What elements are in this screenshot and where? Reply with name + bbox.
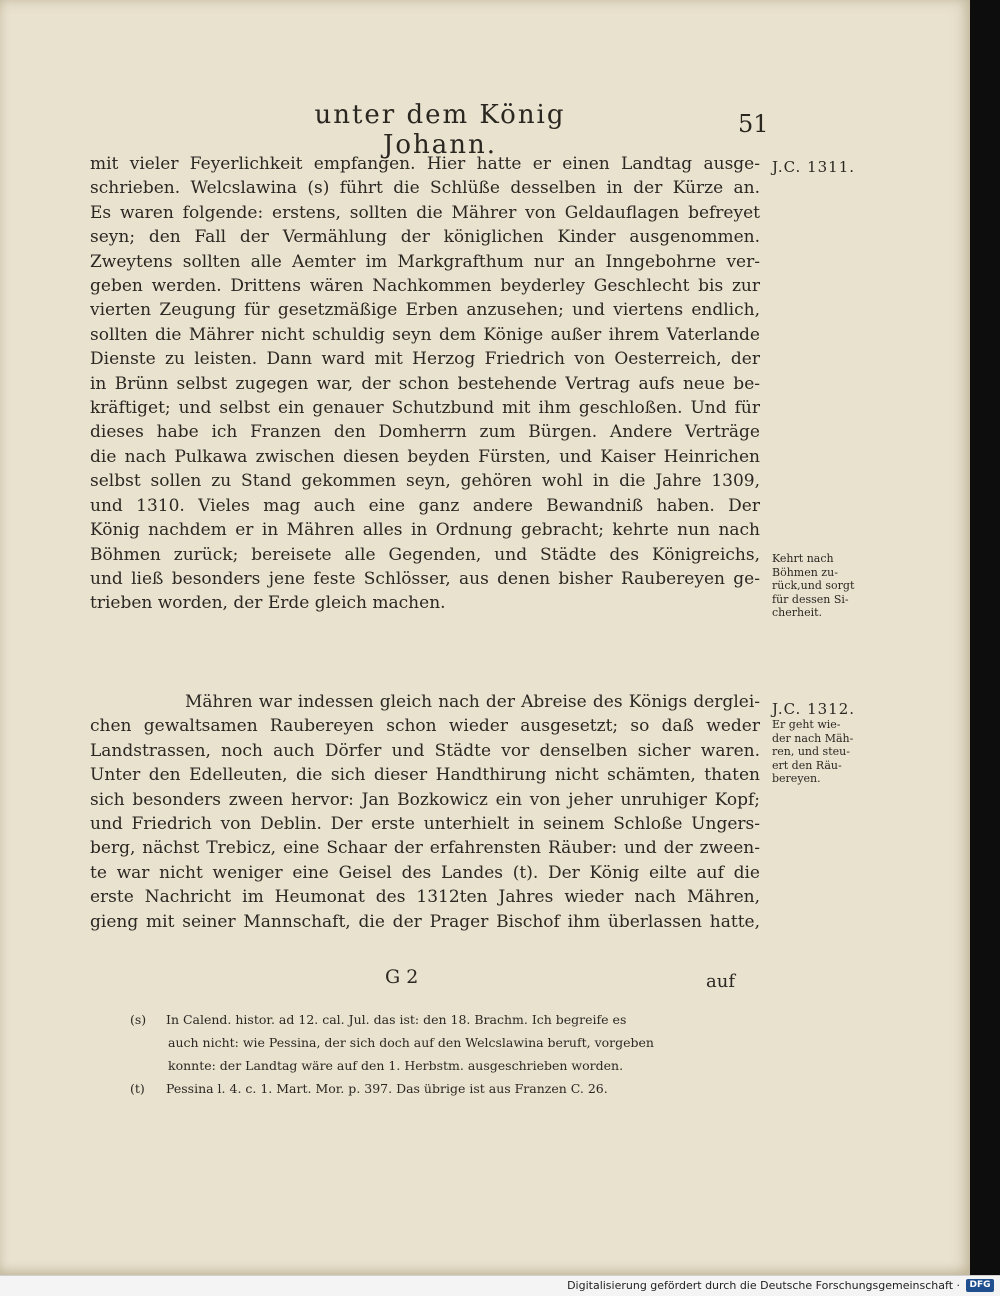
margin-line: ren, und steu- bbox=[772, 745, 850, 758]
margin-note-year-1312 bbox=[772, 700, 872, 786]
text-line: die nach Pulkawa zwischen diesen beyden Fürsten, und Kaiser Heinrichen bbox=[90, 446, 760, 467]
text-line: Zweytens sollten alle Aemter im Markgrafthum nur an Inngebohrne ver- bbox=[90, 251, 760, 272]
text-line: Mähren war indessen gleich nach der Abreise des Königs derglei- bbox=[185, 692, 760, 712]
margin-line: rück,und sorgt bbox=[772, 579, 855, 592]
text-line: mit vieler Feyerlichkeit empfangen. Hier hatte er einen Landtag ausge- bbox=[90, 154, 760, 174]
catchword: auf bbox=[706, 971, 735, 992]
margin-line: Böhmen zu- bbox=[772, 565, 838, 579]
signature-mark: G 2 bbox=[385, 966, 419, 988]
footnote-s bbox=[130, 1008, 755, 1077]
page-number: 51 bbox=[738, 110, 769, 138]
margin-note-return-bohemia bbox=[772, 552, 872, 620]
margin-line: der nach Mäh- bbox=[772, 731, 854, 745]
text-line: König nachdem er in Mähren alles in Ordnung gebracht; kehrte nun nach bbox=[90, 520, 760, 541]
margin-line: Er geht wie- bbox=[772, 718, 841, 731]
text-line: berg, nächst Trebicz, eine Schaar der erfahrensten Räuber: und der zween- bbox=[90, 838, 760, 859]
text-line: seyn; den Fall der Vermählung der königlichen Kinder ausgenommen. bbox=[90, 227, 760, 248]
margin-note-year-1311 bbox=[772, 158, 872, 176]
footer-bar bbox=[0, 1275, 1000, 1296]
text-line: trieben worden, der Erde gleich machen. bbox=[90, 593, 446, 614]
margin-line: cherheit. bbox=[772, 606, 823, 619]
margin-line: bereyen. bbox=[772, 772, 821, 785]
footnote-line: In Calend. histor. ad 12. cal. Jul. das ist: den 18. Brachm. Ich begreife es bbox=[166, 1012, 627, 1027]
paragraph-1 bbox=[90, 152, 760, 616]
margin-line: Kehrt nach bbox=[772, 552, 834, 565]
margin-year: J.C. 1311. bbox=[772, 158, 856, 176]
dfg-logo[interactable]: DFG bbox=[966, 1279, 994, 1292]
text-line: te war nicht weniger eine Geisel des Landes (t). Der König eilte auf die bbox=[90, 862, 760, 883]
funding-credit: Digitalisierung gefördert durch die Deutsche Forschungsgemeinschaft · bbox=[567, 1279, 960, 1292]
footnote-line: auch nicht: wie Pessina, der sich doch auf den Welcslawina beruft, vorgeben bbox=[168, 1035, 654, 1050]
text-line: und Friedrich von Deblin. Der erste unterhielt in seinem Schloße Ungers- bbox=[90, 814, 760, 835]
text-line: und ließ besonders jene feste Schlösser, aus denen bisher Raubereyen ge- bbox=[90, 568, 760, 589]
text-line: Es waren folgende: erstens, sollten die Mährer von Geldauflagen befreyet bbox=[90, 202, 760, 223]
text-line: Böhmen zurück; bereisete alle Gegenden, und Städte des Königreichs, bbox=[90, 544, 760, 565]
text-line: erste Nachricht im Heumonat des 1312ten Jahres wieder nach Mähren, bbox=[90, 887, 760, 908]
paragraph-2 bbox=[90, 690, 760, 934]
text-line: Dienste zu leisten. Dann ward mit Herzog Friedrich von Oesterreich, der bbox=[90, 349, 760, 370]
scan-background bbox=[970, 0, 1000, 1275]
text-line: sollten die Mährer nicht schuldig seyn dem Könige außer ihrem Vaterlande bbox=[90, 324, 760, 345]
footnotes bbox=[130, 1008, 755, 1100]
margin-line: für dessen Si- bbox=[772, 592, 849, 606]
text-line: sich besonders zween hervor: Jan Bozkowicz ein von jeher unruhiger Kopf; bbox=[90, 789, 760, 810]
footnote-mark: (s) bbox=[130, 1012, 147, 1027]
footnote-mark: (t) bbox=[130, 1081, 145, 1096]
margin-line: ert den Räu- bbox=[772, 758, 842, 772]
text-line: Landstrassen, noch auch Dörfer und Städte vor denselben sicher waren. bbox=[90, 740, 760, 761]
footnote-line: Pessina l. 4. c. 1. Mart. Mor. p. 397. Das übrige ist aus Franzen C. 26. bbox=[166, 1081, 608, 1096]
text-line: und 1310. Vieles mag auch eine ganz andere Bewandniß haben. Der bbox=[90, 495, 760, 516]
footnote-line: konnte: der Landtag wäre auf den 1. Herbstm. ausgeschrieben worden. bbox=[168, 1058, 624, 1073]
text-line: kräftiget; und selbst ein genauer Schutzbund mit ihm geschloßen. Und für bbox=[90, 398, 760, 419]
text-line: gieng mit seiner Mannschaft, die der Prager Bischof ihm überlassen hatte, bbox=[90, 911, 760, 932]
text-line: Unter den Edelleuten, die sich dieser Handthirung nicht schämten, thaten bbox=[90, 765, 760, 786]
running-head: unter dem König Johann. bbox=[314, 100, 566, 160]
footnote-t bbox=[130, 1077, 755, 1100]
margin-year: J.C. 1312. bbox=[772, 700, 856, 718]
text-line: dieses habe ich Franzen den Domherrn zum Bürgen. Andere Verträge bbox=[90, 422, 760, 443]
text-line: geben werden. Drittens wären Nachkommen beyderley Geschlecht bis zur bbox=[90, 276, 760, 297]
text-line: chen gewaltsamen Raubereyen schon wieder ausgesetzt; so daß weder bbox=[90, 716, 760, 737]
text-line: in Brünn selbst zugegen war, der schon bestehende Vertrag aufs neue be- bbox=[90, 373, 760, 394]
text-line: vierten Zeugung für gesetzmäßige Erben anzusehen; und viertens endlich, bbox=[90, 300, 760, 321]
text-line: selbst sollen zu Stand gekommen seyn, gehören wohl in die Jahre 1309, bbox=[90, 471, 760, 492]
text-line: schrieben. Welcslawina (s) führt die Schlüße desselben in der Kürze an. bbox=[90, 178, 760, 199]
